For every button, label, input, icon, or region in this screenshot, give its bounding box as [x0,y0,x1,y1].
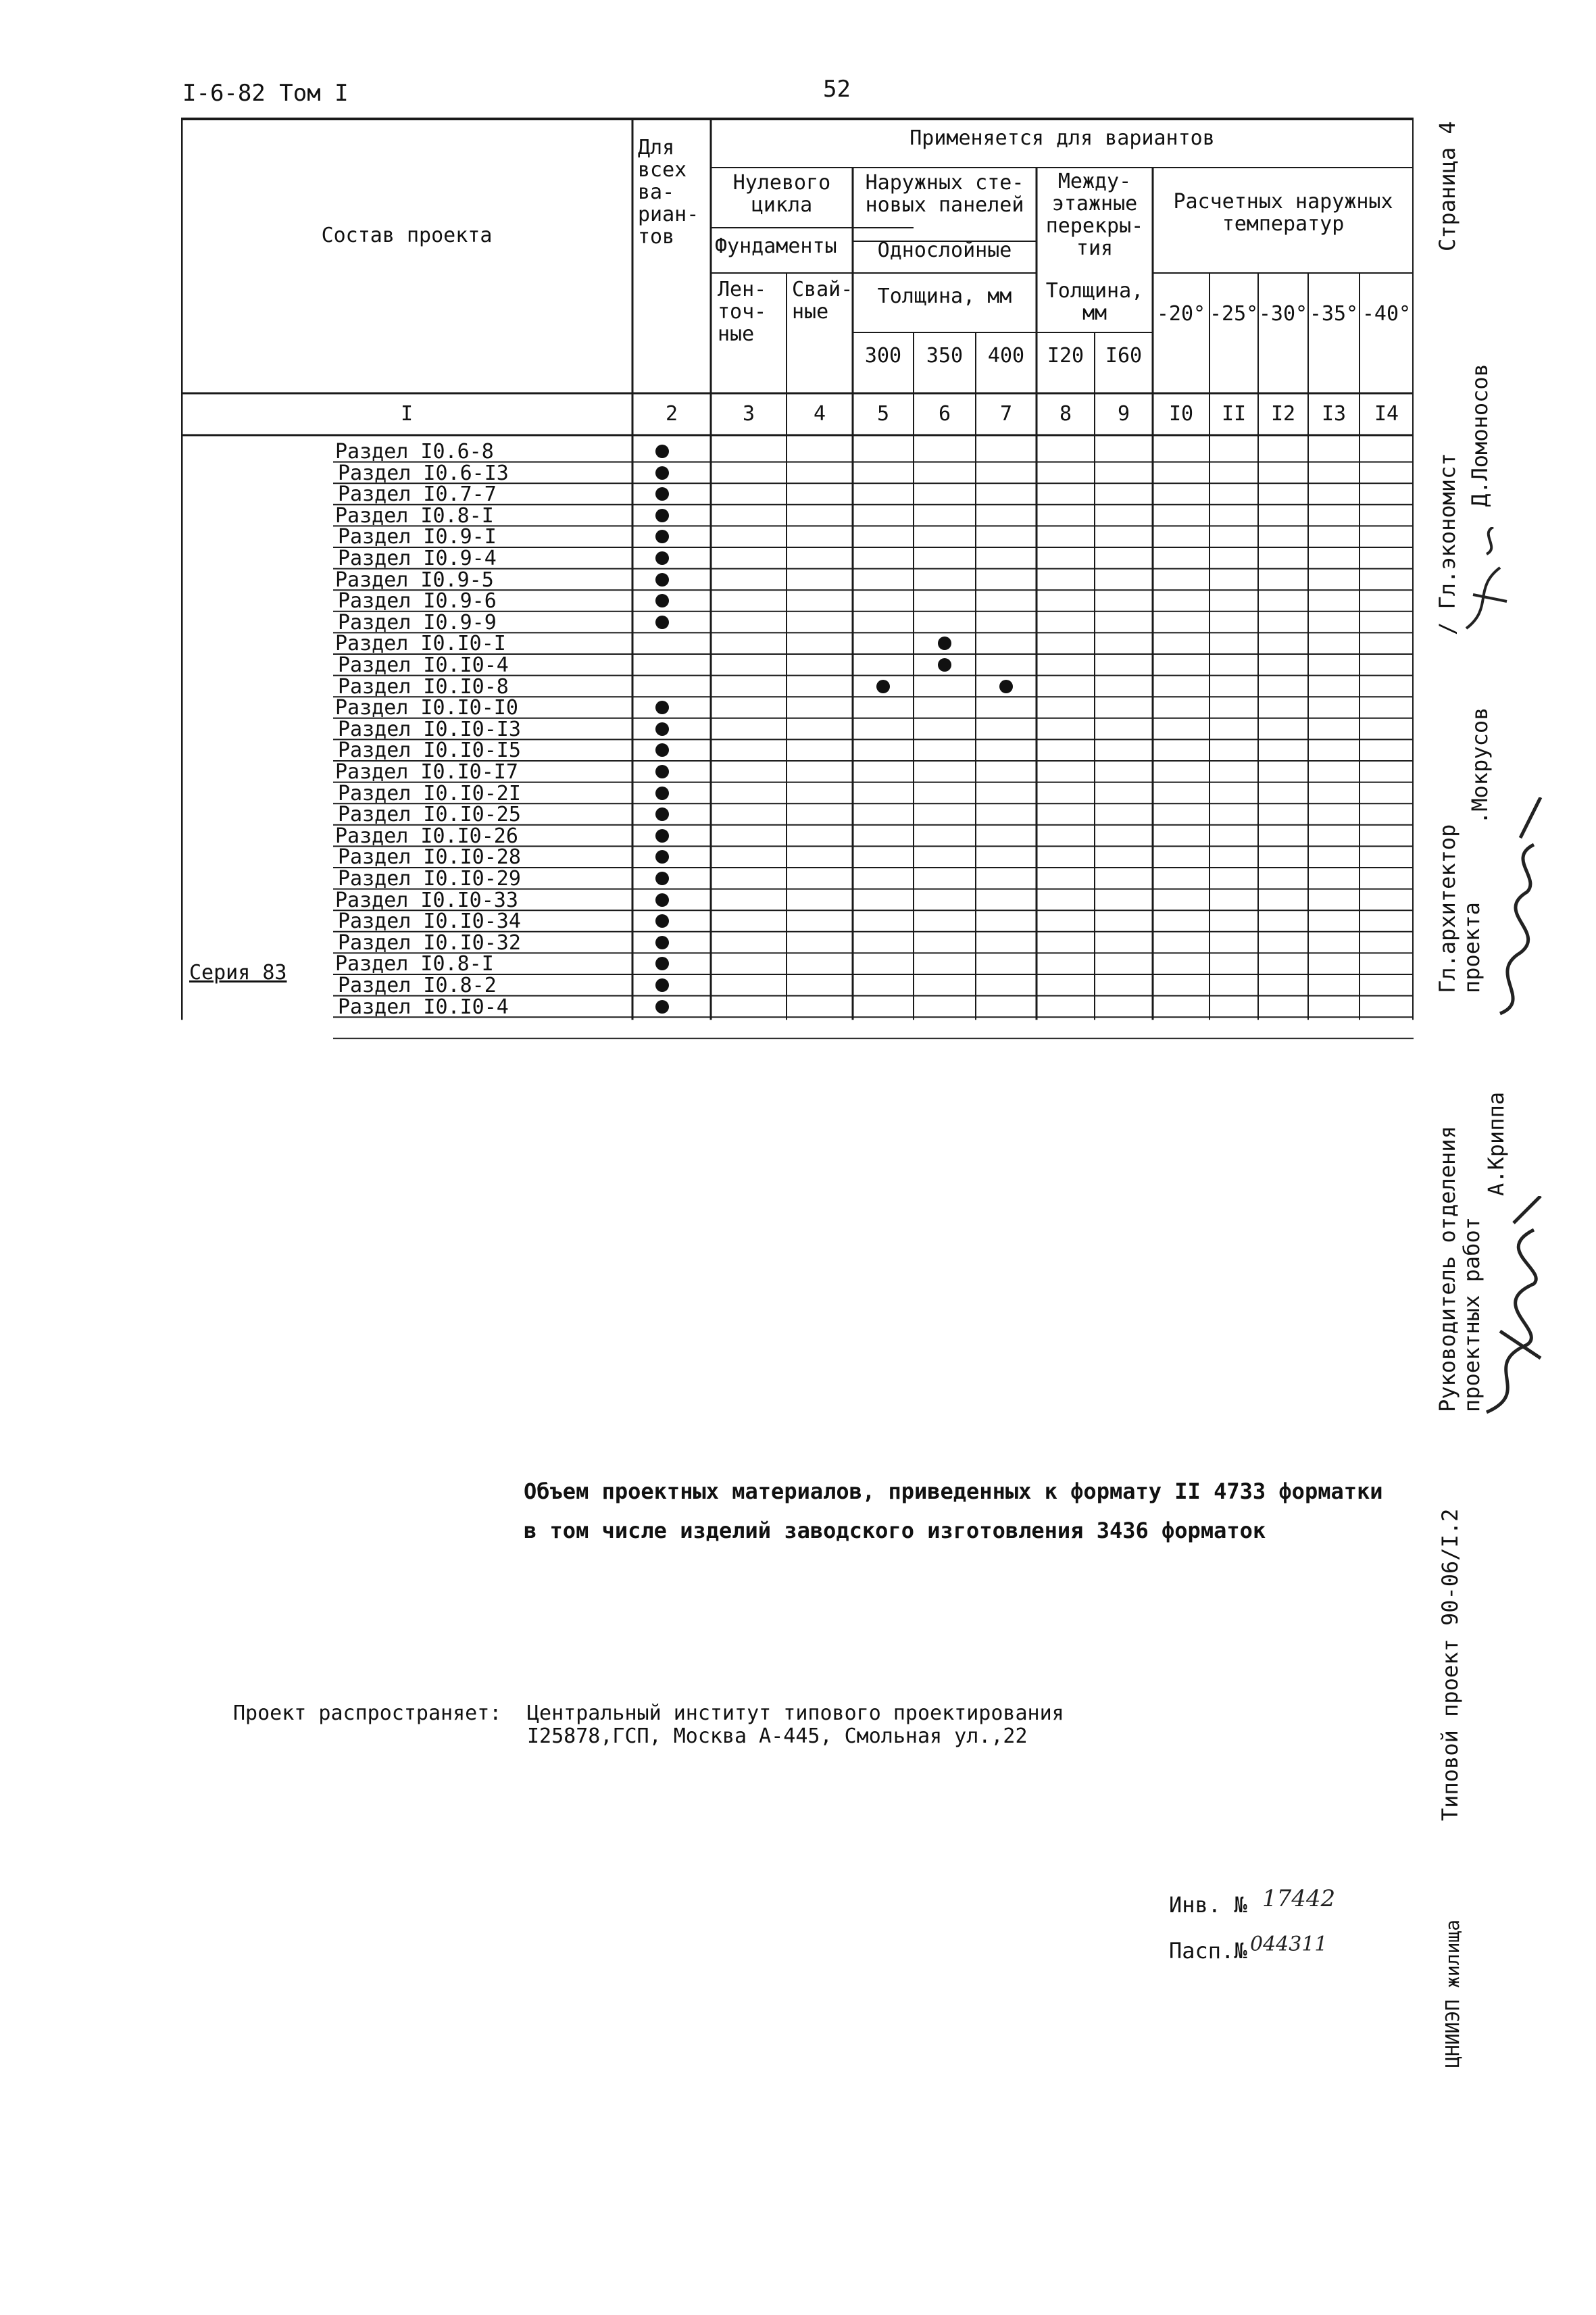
col-all-variants-header [638,136,699,248]
zero-cycle-line: Нулевого [732,171,831,195]
row-label: Раздел I0.I0-I [335,632,506,656]
presence-dot [876,680,890,693]
column-number-cell: 8 [1059,402,1072,426]
strip-line: точ- [718,300,767,324]
architect-role-2: проекта [1459,902,1485,993]
row-label: Раздел I0.I0-8 [338,674,509,699]
ext-walls-header [853,172,1037,216]
row-label: Раздел I0.I0-29 [338,867,521,891]
thickness2-line: мм [1082,301,1107,325]
sub-value-cell: 400 [987,344,1025,368]
row-label: Раздел I0.9-9 [338,610,497,634]
all-variants-line: ва- [638,180,675,204]
ext-walls-line: новых панелей [865,193,1024,217]
presence-dot [655,445,669,458]
head-role-2: проектных работ [1459,1217,1485,1412]
series-label: Серия 83 [189,961,287,985]
economist-role: / Гл.экономист [1435,453,1460,635]
row-label: Раздел I0.9-5 [335,568,494,592]
inventory-number: 17442 [1262,1885,1336,1912]
interfloor-line: тия [1076,237,1114,260]
row-label: Раздел I0.9-I [338,525,497,549]
row-label: Раздел I0.8-2 [338,974,497,997]
passport-label: Пасп.№ [1169,1938,1247,1964]
row-label: Раздел I0.I0-4 [338,653,509,677]
single-layer-header: Однослойные [877,239,1012,262]
column-number-cell: I3 [1321,402,1347,426]
column-number-cell: 6 [938,402,951,426]
temperature-cell: -20° [1156,302,1206,326]
design-temps-header [1153,191,1414,235]
variants-table [181,116,1414,1042]
thickness-interfloor-header [1037,280,1153,324]
temperature-cell: -35° [1309,302,1359,326]
row-label: Раздел I0.7-7 [338,482,497,507]
presence-dot [655,551,669,565]
volume-line-2: в том числе изделий заводского изготовления 3436 форматок [524,1518,1266,1543]
presence-dot [655,573,669,587]
row-label: Раздел I0.I0-4 [338,995,509,1019]
column-number-cell: II [1221,402,1247,426]
column-number-cell: 7 [999,402,1013,426]
distribution-line-2: I25878,ГСП, Москва А-445, Смольная ул.,22 [527,1724,1028,1748]
presence-dot [655,936,669,949]
pile-line: ные [792,300,829,324]
architect-signature [1480,797,1554,1020]
temperature-cell: -40° [1362,302,1412,326]
strip-header [718,278,766,345]
column-number-cell: I4 [1374,402,1399,426]
thickness-header: Толщина, мм [877,284,1012,308]
distribution-label: Проект распространяет: [233,1701,502,1725]
row-label: Раздел I0.8-I [335,952,494,976]
distribution-line-1: Центральный институт типового проектирования [527,1701,1064,1725]
presence-dot [655,722,669,736]
pile-line: Свай- [792,278,853,301]
strip-line: ные [718,322,755,346]
row-label: Раздел I0.I0-34 [338,910,521,934]
row-label: Раздел I0.I0-32 [338,930,521,955]
all-variants-line: тов [638,225,675,249]
temperature-cell: -30° [1258,302,1308,326]
organization: ЦНИИЭП жилища [1441,1919,1464,2068]
all-variants-line: риан- [638,203,699,226]
column-number-cell: 3 [742,402,755,426]
page-number: 52 [823,76,851,103]
row-label: Раздел I0.I0-I7 [335,760,518,784]
passport-number: 044311 [1250,1933,1328,1956]
head-role-1: Руководитель отделения [1435,1126,1460,1412]
row-label: Раздел I0.I0-28 [338,845,521,870]
presence-dot [655,509,669,522]
presence-dot [655,616,669,629]
economist-signature [1453,527,1514,642]
column-number-cell: I0 [1168,402,1194,426]
interfloor-header [1037,170,1153,259]
sub-value-cell: 350 [926,344,964,368]
temperature-cell: -25° [1210,302,1259,326]
presence-dot [655,765,669,778]
volume-line-1: Объем проектных материалов, приведенных к формату II 4733 форматки [524,1478,1383,1504]
column-number-cell: I2 [1270,402,1296,426]
thickness2-line: Толщина, [1045,279,1144,303]
all-variants-line: Для [638,136,675,159]
row-label: Раздел I0.9-6 [338,589,497,614]
row-label: Раздел I0.9-4 [338,547,497,570]
presence-dot [655,466,669,480]
interfloor-line: Между- [1057,170,1132,193]
row-label: Раздел I0.8-I [335,503,494,528]
architect-role-1: Гл.архитектор [1435,824,1460,993]
head-name: А.Криппа [1483,1091,1509,1196]
presence-dot [655,787,669,800]
foundations-header: Фундаменты [715,234,837,258]
project-number: Типовой проект 90-06/I.2 [1437,1508,1463,1821]
row-label: Раздел I0.I0-2I [338,781,521,805]
interfloor-line: этажные [1051,192,1138,216]
strip-line: Лен- [718,278,767,301]
row-label: Раздел I0.I0-I5 [338,739,521,763]
column-number-cell: 5 [876,402,890,426]
design-temps-line: Расчетных наружных [1173,190,1393,214]
sub-value-cell: I60 [1105,344,1143,368]
economist-name: Д.Ломоносов [1467,364,1493,507]
applies-for-header: Применяется для вариантов [909,126,1215,150]
presence-dot [655,893,669,907]
presence-dot [655,978,669,992]
row-label: Раздел I0.I0-26 [335,824,518,848]
design-temps-line: температур [1222,212,1345,236]
col-composition-header: Состав проекта [321,224,493,247]
row-label: Раздел I0.I0-I3 [338,717,521,741]
row-label: Раздел I0.6-8 [335,440,494,464]
inventory-label: Инв. № [1169,1892,1247,1918]
ext-walls-line: Наружных сте- [865,171,1024,195]
row-label: Раздел I0.I0-I0 [335,696,518,720]
zero-cycle-line: цикла [751,193,813,217]
column-number-cell: 4 [813,402,826,426]
pile-header [792,278,853,323]
document-code: I-6-82 Том I [182,80,349,107]
sub-value-cell: 300 [864,344,902,368]
interfloor-line: перекры- [1045,214,1144,238]
column-number-cell: 2 [665,402,678,426]
presence-dot [938,658,951,672]
presence-dot [655,1000,669,1014]
presence-dot [655,872,669,885]
column-number-cell: 9 [1117,402,1130,426]
side-page-label: Страница 4 [1435,121,1460,251]
column-number-cell: I [400,402,414,426]
presence-dot [655,829,669,843]
all-variants-line: всех [638,158,687,182]
architect-name: .Мокрусов [1467,707,1493,824]
sub-value-cell: I20 [1047,344,1084,368]
row-label: Раздел I0.I0-33 [335,888,518,912]
zero-cycle-header [711,172,853,216]
row-label: Раздел I0.I0-25 [338,803,521,827]
head-signature [1473,1196,1554,1419]
row-label: Раздел I0.6-I3 [338,461,509,485]
presence-dot [999,680,1013,693]
